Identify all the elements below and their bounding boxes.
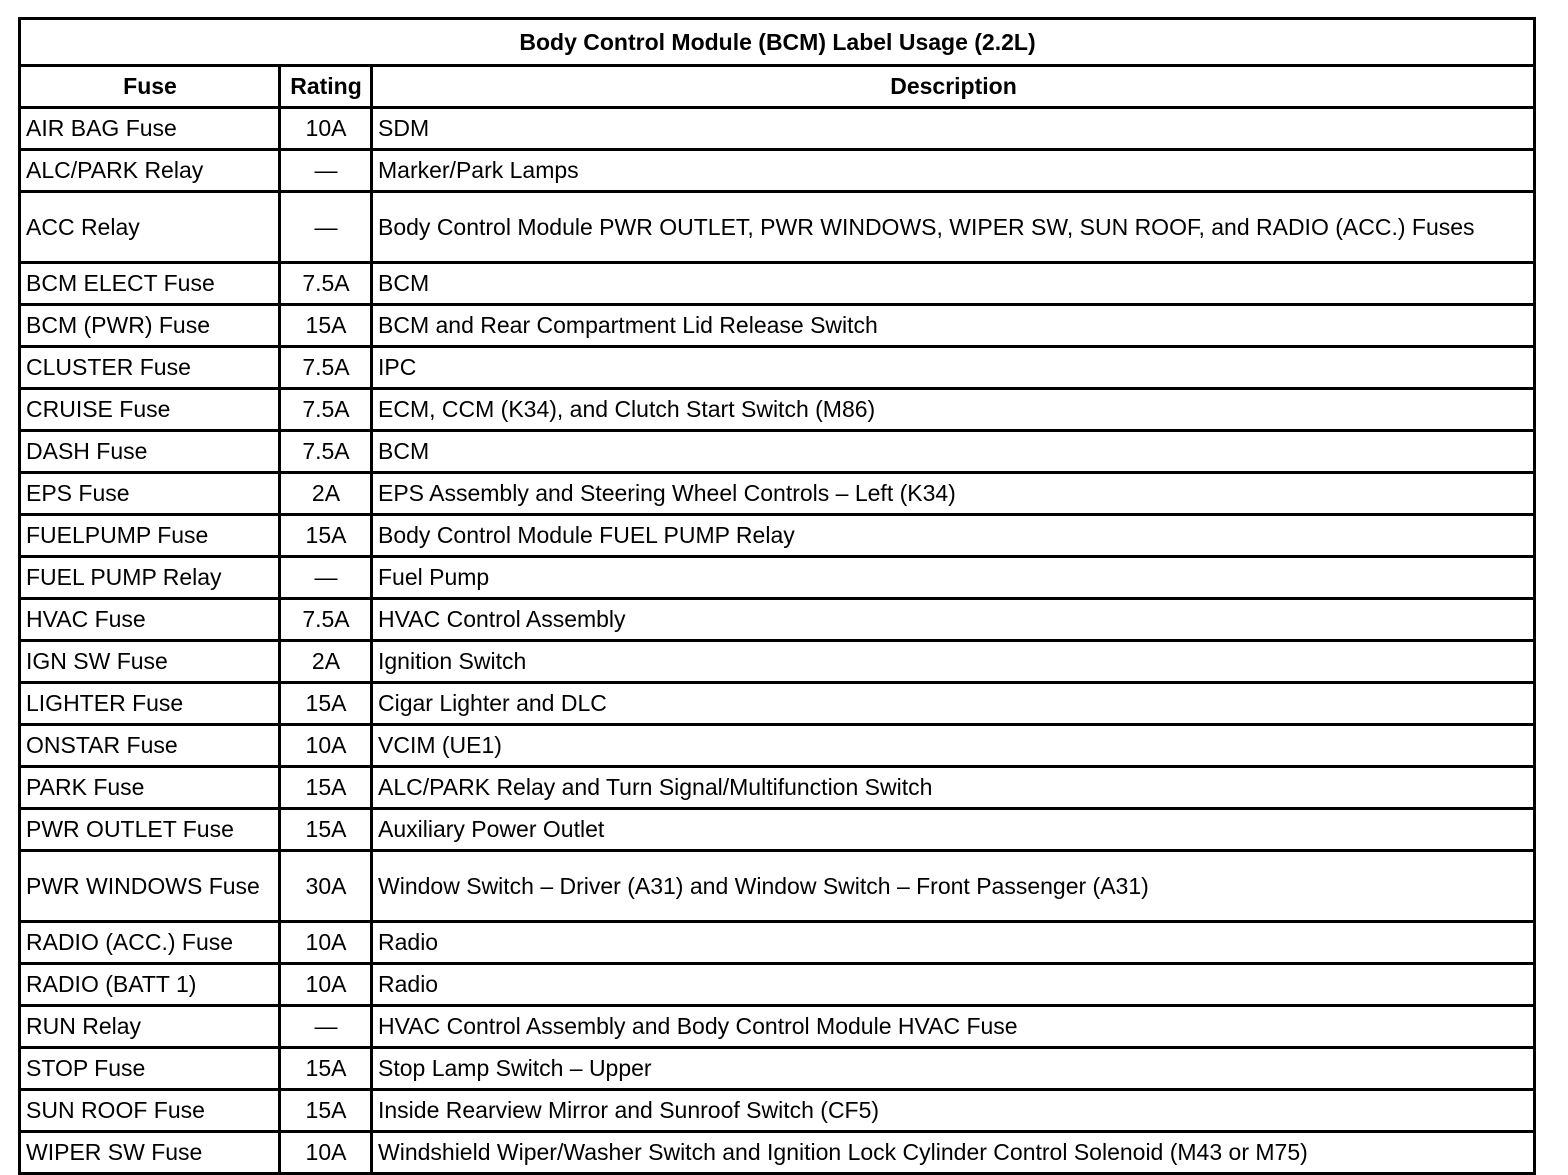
table-row [20, 305, 1535, 347]
fuse-cell: SUN ROOF Fuse [20, 1090, 280, 1132]
description-cell: SDM [372, 108, 1535, 150]
fuse-cell: ALC/PARK Relay [20, 150, 280, 192]
rating-cell: 30A [280, 851, 372, 922]
description-cell: VCIM (UE1) [372, 725, 1535, 767]
table-row [20, 1132, 1535, 1174]
description-cell: Ignition Switch [372, 641, 1535, 683]
fuse-cell: STOP Fuse [20, 1048, 280, 1090]
table-row [20, 641, 1535, 683]
rating-cell: 15A [280, 767, 372, 809]
fuse-cell: ONSTAR Fuse [20, 725, 280, 767]
description-cell: EPS Assembly and Steering Wheel Controls – Left (K34) [372, 473, 1535, 515]
description-cell: ECM, CCM (K34), and Clutch Start Switch (M86) [372, 389, 1535, 431]
fuse-cell: IGN SW Fuse [20, 641, 280, 683]
description-cell: Inside Rearview Mirror and Sunroof Switch (CF5) [372, 1090, 1535, 1132]
fuse-cell: BCM (PWR) Fuse [20, 305, 280, 347]
table-row [20, 767, 1535, 809]
fuse-cell: FUEL PUMP Relay [20, 557, 280, 599]
description-cell: BCM [372, 431, 1535, 473]
fuse-cell: PWR OUTLET Fuse [20, 809, 280, 851]
table-row [20, 683, 1535, 725]
header-row [20, 66, 1535, 108]
rating-cell: 10A [280, 964, 372, 1006]
description-cell: IPC [372, 347, 1535, 389]
rating-cell: — [280, 192, 372, 263]
table-row [20, 192, 1535, 263]
bcm-label-usage-table [18, 17, 1536, 1175]
rating-cell: 10A [280, 922, 372, 964]
rating-cell: 15A [280, 1090, 372, 1132]
table-row [20, 851, 1535, 922]
rating-cell: 7.5A [280, 599, 372, 641]
fuse-cell: AIR BAG Fuse [20, 108, 280, 150]
rating-cell: 2A [280, 641, 372, 683]
description-cell: BCM and Rear Compartment Lid Release Switch [372, 305, 1535, 347]
table-row [20, 108, 1535, 150]
fuse-cell: DASH Fuse [20, 431, 280, 473]
description-cell: Fuel Pump [372, 557, 1535, 599]
fuse-cell: EPS Fuse [20, 473, 280, 515]
rating-cell: 15A [280, 809, 372, 851]
header-fuse: Fuse [20, 66, 280, 108]
header-rating: Rating [280, 66, 372, 108]
description-cell: Window Switch – Driver (A31) and Window Switch – Front Passenger (A31) [372, 851, 1535, 922]
fuse-cell: BCM ELECT Fuse [20, 263, 280, 305]
fuse-cell: WIPER SW Fuse [20, 1132, 280, 1174]
table-row [20, 263, 1535, 305]
fuse-cell: RUN Relay [20, 1006, 280, 1048]
table-row [20, 347, 1535, 389]
rating-cell: 7.5A [280, 389, 372, 431]
header-description: Description [372, 66, 1535, 108]
table-row [20, 922, 1535, 964]
description-cell: HVAC Control Assembly and Body Control Module HVAC Fuse [372, 1006, 1535, 1048]
rating-cell: 7.5A [280, 347, 372, 389]
table-row [20, 1090, 1535, 1132]
fuse-cell: FUELPUMP Fuse [20, 515, 280, 557]
description-cell: Auxiliary Power Outlet [372, 809, 1535, 851]
rating-cell: — [280, 557, 372, 599]
title-row [20, 19, 1535, 66]
fuse-cell: PARK Fuse [20, 767, 280, 809]
fuse-cell: LIGHTER Fuse [20, 683, 280, 725]
fuse-cell: PWR WINDOWS Fuse [20, 851, 280, 922]
description-cell: Body Control Module PWR OUTLET, PWR WINDOWS, WIPER SW, SUN ROOF, and RADIO (ACC.) Fuses [372, 192, 1535, 263]
description-cell: Radio [372, 922, 1535, 964]
table-row [20, 599, 1535, 641]
rating-cell: 10A [280, 725, 372, 767]
table-row [20, 725, 1535, 767]
description-cell: Windshield Wiper/Washer Switch and Ignition Lock Cylinder Control Solenoid (M43 or M75) [372, 1132, 1535, 1174]
table-row [20, 150, 1535, 192]
description-cell: Body Control Module FUEL PUMP Relay [372, 515, 1535, 557]
rating-cell: 7.5A [280, 263, 372, 305]
rating-cell: 10A [280, 108, 372, 150]
table-row [20, 964, 1535, 1006]
table-title: Body Control Module (BCM) Label Usage (2.2L) [20, 19, 1535, 66]
rating-cell: 7.5A [280, 431, 372, 473]
description-cell: Radio [372, 964, 1535, 1006]
description-cell: BCM [372, 263, 1535, 305]
table-row [20, 557, 1535, 599]
fuse-cell: RADIO (ACC.) Fuse [20, 922, 280, 964]
description-cell: Marker/Park Lamps [372, 150, 1535, 192]
fuse-cell: RADIO (BATT 1) [20, 964, 280, 1006]
rating-cell: — [280, 150, 372, 192]
description-cell: HVAC Control Assembly [372, 599, 1535, 641]
rating-cell: 2A [280, 473, 372, 515]
description-cell: Stop Lamp Switch – Upper [372, 1048, 1535, 1090]
rating-cell: 15A [280, 515, 372, 557]
table-row [20, 431, 1535, 473]
rating-cell: 15A [280, 683, 372, 725]
table-row [20, 473, 1535, 515]
fuse-cell: CRUISE Fuse [20, 389, 280, 431]
description-cell: Cigar Lighter and DLC [372, 683, 1535, 725]
fuse-cell: ACC Relay [20, 192, 280, 263]
fuse-table-container [18, 17, 1536, 1175]
fuse-cell: HVAC Fuse [20, 599, 280, 641]
rating-cell: — [280, 1006, 372, 1048]
rating-cell: 15A [280, 305, 372, 347]
rating-cell: 15A [280, 1048, 372, 1090]
table-row [20, 1006, 1535, 1048]
table-row [20, 1048, 1535, 1090]
table-row [20, 809, 1535, 851]
table-row [20, 389, 1535, 431]
rating-cell: 10A [280, 1132, 372, 1174]
description-cell: ALC/PARK Relay and Turn Signal/Multifunction Switch [372, 767, 1535, 809]
fuse-cell: CLUSTER Fuse [20, 347, 280, 389]
table-row [20, 515, 1535, 557]
